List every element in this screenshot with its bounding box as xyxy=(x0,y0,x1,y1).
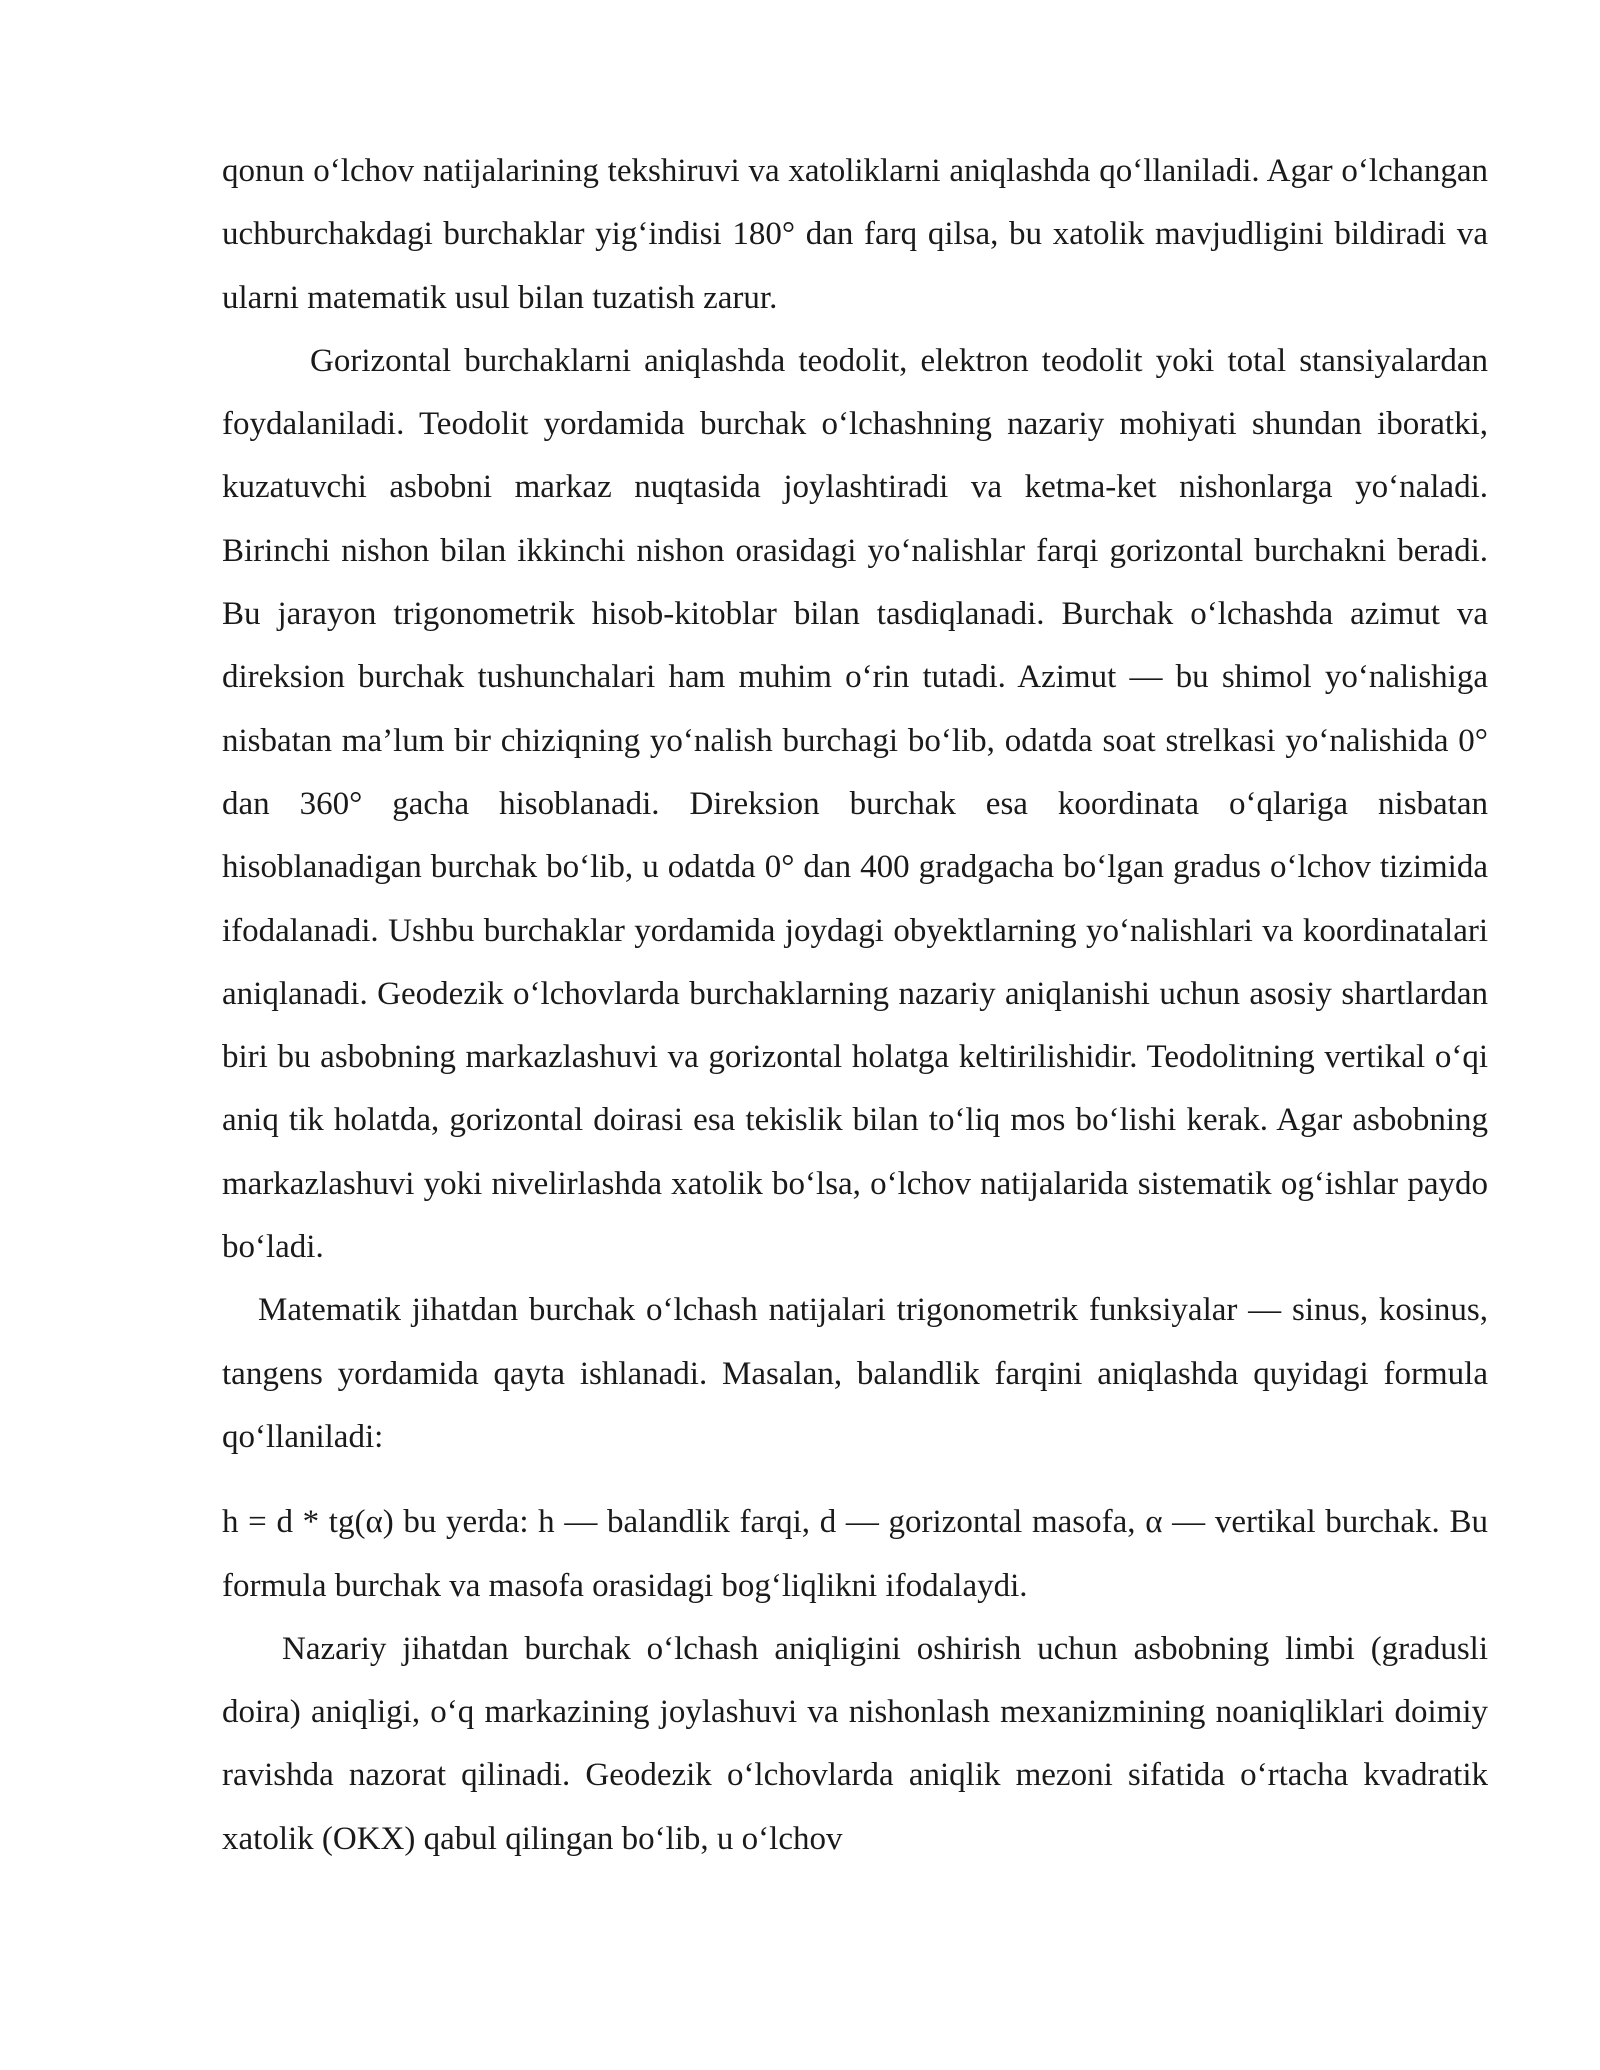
document-body xyxy=(222,140,1488,1871)
paragraph-5: Nazariy jihatdan burchak o‘lchash aniqligini oshirish uchun asbobning limbi (gradusli doira) aniqligi, o‘q markazining joylashuvi va nishonlash mexanizmining noaniqliklari doimiy ravishda nazorat qilinadi. Geodezik o‘lchovlarda aniqlik mezoni sifatida o‘rtacha kvadratik xatolik (OKX) qabul qilingan bo‘lib, u o‘lchov xyxy=(222,1630,1488,1857)
formula: h = d * tg(α) xyxy=(222,1504,394,1541)
paragraph-4 xyxy=(222,1491,1488,1618)
paragraph-2: Gorizontal burchaklarni aniqlashda teodolit, elektron teodolit yoki total stansiyalardan foydalaniladi. Teodolit yordamida burchak o‘lchashning nazariy mohiyati shundan iboratki, kuzatuvchi asbobni markaz nuqtasida joylashtiradi va ketma-ket nishonlarga yo‘naladi. Birinchi nishon bilan ikkinchi nishon orasidagi yo‘nalishlar farqi gorizontal burchakni beradi. Bu jarayon trigonometrik hisob-kitoblar bilan tasdiqlanadi. Burchak o‘lchashda azimut va direksion burchak tushunchalari ham muhim o‘rin tutadi. Azimut — bu shimol yo‘nalishiga nisbatan ma’lum bir chiziqning yo‘nalish burchagi bo‘lib, odatda soat strelkasi yo‘nalishida 0° dan 360° gacha hisoblanadi. Direksion burchak esa koordinata o‘qlariga nisbatan hisoblanadigan burchak bo‘lib, u odatda 0° dan 400 gradgacha bo‘lgan gradus o‘lchov tizimida ifodalanadi. Ushbu burchaklar yordamida joydagi obyektlarning yo‘nalishlari va koordinatalari aniqlanadi. Geodezik o‘lchovlarda burchaklarning nazariy aniqlanishi uchun asosiy shartlardan biri bu asbobning markazlashuvi va gorizontal holatga keltirilishidir. Teodolitning vertikal o‘qi aniq tik holatda, gorizontal doirasi esa tekislik bilan to‘liq mos bo‘lishi kerak. Agar asbobning markazlashuvi yoki nivelirlashda xatolik bo‘lsa, o‘lchov natijalarida sistematik og‘ishlar paydo bo‘ladi. xyxy=(222,342,1488,1266)
formula-explanation: bu yerda: h — balandlik farqi, d — gorizontal masofa, α — vertikal burchak. Bu formula burchak va masofa orasidagi bog‘liqlikni ifodalaydi. xyxy=(222,1504,1488,1604)
paragraph-1: qonun o‘lchov natijalarining tekshiruvi va xatoliklarni aniqlashda qo‘llaniladi. Agar o‘lchangan uchburchakdagi burchaklar yig‘indisi 180° dan farq qilsa, bu xatolik mavjudligini bildiradi va ularni matematik usul bilan tuzatish zarur. xyxy=(222,153,1488,316)
paragraph-3: Matematik jihatdan burchak o‘lchash natijalari trigonometrik funksiyalar — sinus, kosinus, tangens yordamida qayta ishlanadi. Masalan, balandlik farqini aniqlashda quyidagi formula qo‘llaniladi: xyxy=(222,1292,1488,1455)
